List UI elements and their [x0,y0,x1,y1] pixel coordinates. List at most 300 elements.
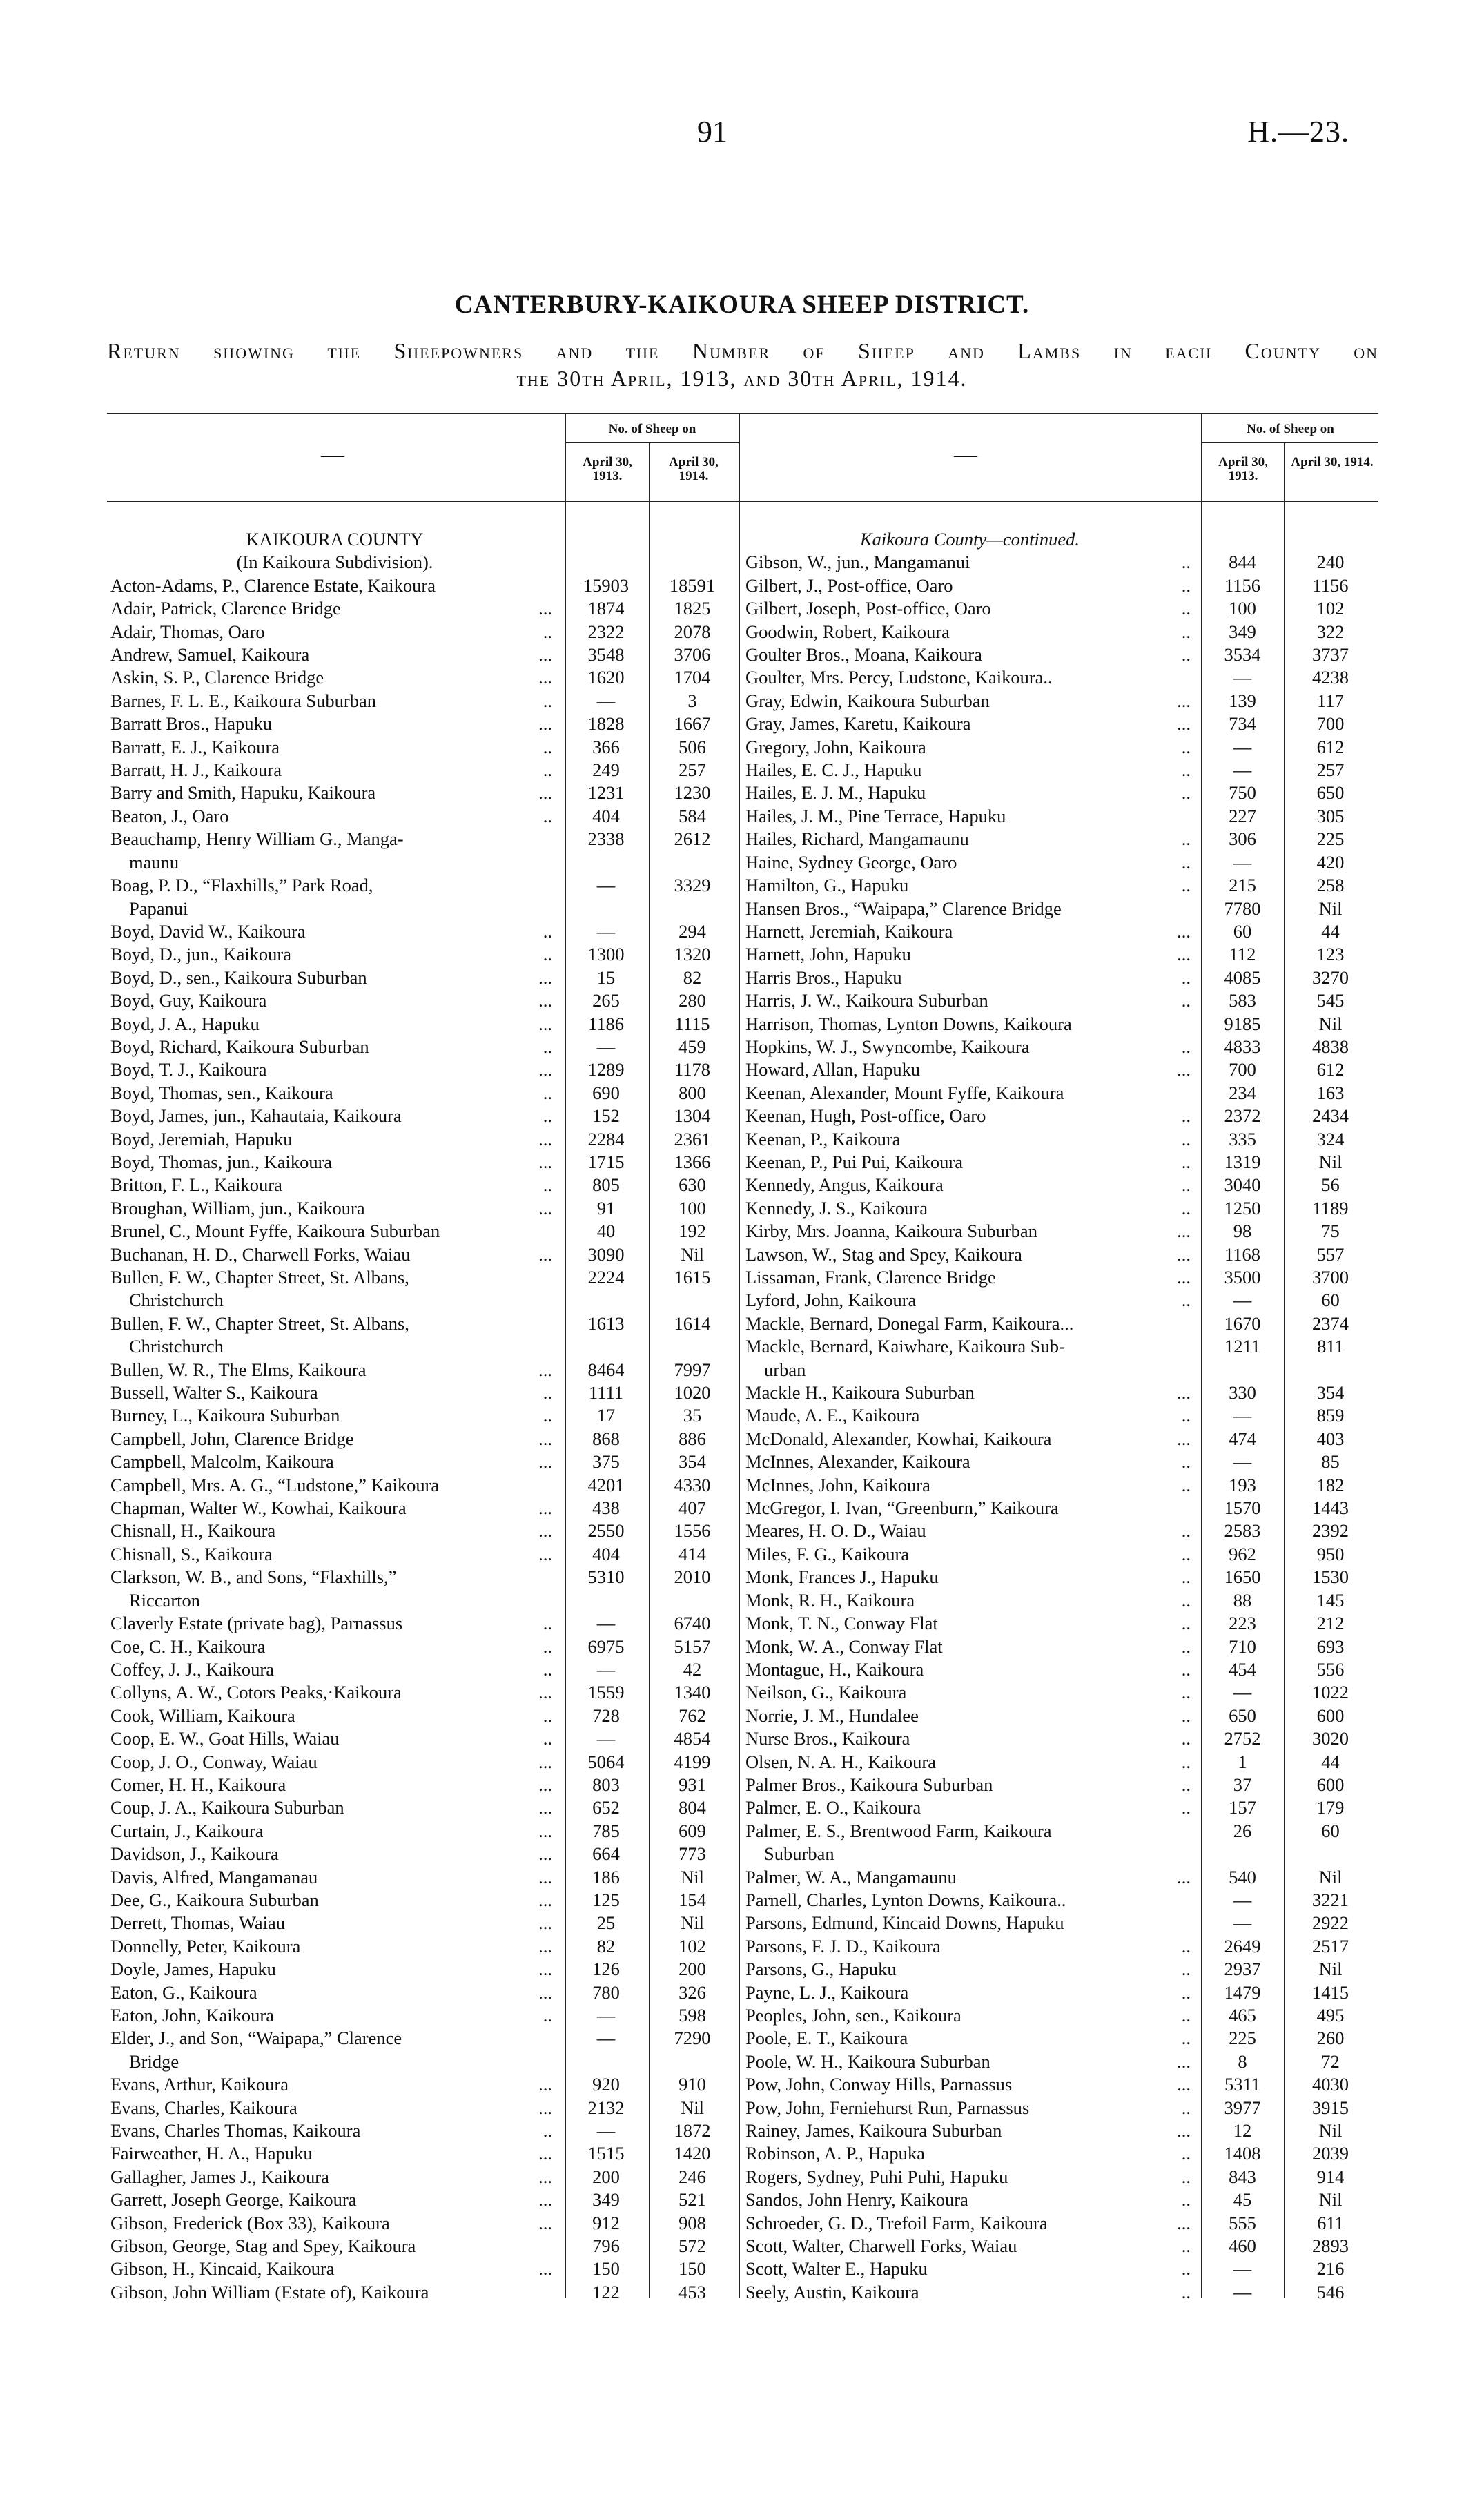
table-row [745,2166,1484,2188]
sheepowner-name: Doyle, James, Hapuku [110,1959,276,1980]
leader-dots: .. [1181,1174,1191,1196]
sheep-1914-cell: 600 [1316,1774,1345,1795]
sheepowner-name: Acton-Adams, P., Clarence Estate, Kaikoura [110,574,436,596]
sheep-1914-cell: 811 [1317,1336,1344,1357]
leader-dots: .. [1181,598,1191,619]
table-row [745,551,1484,574]
leader-dots: ... [538,1866,552,1887]
sheepowner-name-continued: Riccarton [129,1589,201,1611]
sheep-1914-cell: 2392 [1312,1520,1349,1542]
sheep-1913-cell: 785 [592,1820,620,1841]
sheep-1913-cell: 2752 [1224,1728,1261,1749]
sheep-1914-cell: 117 [1317,690,1344,711]
sheepowner-cell [745,1589,1191,1612]
sheepowner-name: Harris, J. W., Kaikoura Suburban [745,990,988,1011]
sheep-1914-cell: 506 [678,736,706,757]
sheep-1913-cell: — [596,2005,616,2026]
county-heading-continued: Kaikoura County—continued. [860,529,1080,550]
leader-dots: ... [538,1428,552,1449]
sheep-1914-cell: 1556 [674,1520,711,1542]
table-row [745,943,1484,966]
header-group-right: No. of Sheep on [1247,422,1334,436]
leader-dots: .. [1181,736,1191,757]
leader-dots: .. [1181,1543,1191,1564]
sheep-1913-cell: — [596,2028,616,2049]
sheep-1914-cell: 1443 [1312,1497,1349,1519]
header-col-1913-right: April 30, 1913. [1218,455,1268,483]
sheepowner-name: Keenan, P., Pui Pui, Kaikoura [745,1151,964,1172]
sheep-1913-cell: 2649 [1224,1935,1261,1957]
sheepowner-name: Broughan, William, jun., Kaikoura [110,1197,365,1219]
sheepowner-name: Schroeder, G. D., Trefoil Farm, Kaikoura [745,2212,1048,2233]
table-row [745,1335,1484,1381]
sheep-1914-cell: 200 [678,1959,706,1980]
sheepowner-cell [745,2166,1191,2188]
sheep-1913-cell: — [596,1036,616,1057]
sheep-1914-cell: 1420 [674,2143,711,2164]
sheepowner-cell [745,759,1191,781]
sheep-1913-cell: 2372 [1224,1105,1261,1127]
sheep-1914-cell: 3270 [1312,967,1349,988]
sheep-1914-cell: 557 [1316,1243,1345,1265]
leader-dots: ... [538,1797,552,1818]
sheepowner-cell [110,1681,552,1704]
sheep-1913-cell: 555 [1229,2212,1256,2233]
sheepowner-name: Poole, W. H., Kaikoura Suburban [745,2050,990,2072]
sheep-1914-cell: 354 [678,1451,706,1473]
sheepowner-cell [110,1843,552,1865]
table-row [745,1058,1484,1081]
sheepowner-name: Hailes, E. J. M., Hapuku [745,782,926,804]
sheep-1914-cell: 260 [1316,2028,1345,2049]
leader-dots: .. [1181,2097,1191,2118]
sheepowner-cell [745,1658,1191,1681]
table-row [745,1796,1484,1819]
sheepowner-name: McDonald, Alexander, Kowhai, Kaikoura [745,1428,1052,1449]
sheepowner-cell [745,1381,1191,1404]
sheepowner-cell [745,1912,1191,1934]
table-row [745,1013,1484,1036]
table-row [745,967,1484,989]
table-row [745,1105,1484,1127]
leader-dots: ... [1177,2212,1191,2233]
table-row [745,574,1484,597]
table-row [745,2281,1484,2304]
sheep-1913-cell: 349 [592,2189,620,2211]
leader-dots: ... [538,2212,552,2233]
sheep-1914-cell: 56 [1321,1174,1340,1196]
leader-dots: ... [538,2143,552,2164]
sheep-1913-cell: 2338 [587,828,625,850]
sheep-1913-cell: 25 [596,1912,616,1934]
leader-dots: ... [1177,1428,1191,1449]
sheep-1913-cell: 193 [1229,1474,1256,1495]
sheepowner-name-continued: Christchurch [129,1336,224,1357]
table-row [745,1681,1484,1704]
sheep-1914-cell: 5157 [674,1635,711,1657]
sheep-1914-cell: 192 [678,1221,706,1242]
sheepowner-cell [110,1566,552,1612]
sheepowner-name: Seely, Austin, Kaikoura [745,2281,919,2302]
sheep-1914-cell: 2039 [1312,2143,1349,2164]
leader-dots: ... [538,1889,552,1910]
sheepowner-cell [110,2235,552,2258]
leader-dots: .. [1181,1520,1191,1542]
sheep-1913-cell: — [596,1613,616,1634]
sheep-1914-cell: 859 [1316,1405,1345,1426]
sheep-1914-cell: 3706 [674,644,711,666]
sheep-1913-cell: 249 [592,759,620,781]
sheep-1914-cell: 280 [678,990,706,1011]
leader-dots: ... [538,2258,552,2280]
sheepowner-name: Chisnall, S., Kaikoura [110,1543,273,1564]
sheepowner-cell [745,1243,1191,1266]
sheep-1913-cell: 335 [1229,1128,1256,1149]
leader-dots: .. [1181,621,1191,642]
sheepowner-name: Monk, W. A., Conway Flat [745,1635,943,1657]
sheepowner-cell [745,2004,1191,2027]
sheep-1914-cell: Nil [1318,2189,1343,2211]
sheepowner-name: Palmer, E. O., Kaikoura [745,1797,921,1818]
sheep-1913-cell: 3040 [1224,1174,1261,1196]
sheepowner-name: Claverly Estate (private bag), Parnassus [110,1613,403,1634]
leader-dots: ... [538,1843,552,1865]
sheep-1914-cell: 145 [1316,1589,1345,1611]
sheepowner-cell [110,1058,552,1081]
sheep-1913-cell: 1570 [1224,1497,1261,1519]
sheepowner-cell [110,1381,552,1404]
sheep-1913-cell: 306 [1229,828,1256,850]
sheepowner-cell [745,1197,1191,1220]
sheep-1914-cell: 800 [678,1082,706,1103]
sheep-1913-cell: 3977 [1224,2097,1261,2118]
table-row [745,1128,1484,1151]
sheep-1914-cell: 931 [678,1774,706,1795]
sheepowner-name: Campbell, John, Clarence Bridge [110,1428,354,1449]
leader-dots: ... [538,1935,552,1957]
sheep-1914-cell: 4199 [674,1751,711,1772]
sheepowner-cell [110,1243,552,1266]
sheep-1914-cell: 60 [1321,1290,1340,1311]
leader-dots: ... [1177,944,1191,965]
sheep-1913-cell: 2284 [587,1128,625,1149]
sheepowner-cell [110,2004,552,2027]
sheepowner-name: Davis, Alfred, Mangamanau [110,1866,318,1887]
sheep-1914-cell: 216 [1316,2258,1345,2280]
sheep-1914-cell: 407 [678,1497,706,1519]
sheep-1913-cell: 583 [1229,990,1256,1011]
sheepowner-name: Britton, F. L., Kaikoura [110,1174,282,1196]
table-row [745,2119,1484,2142]
sheep-1913-cell: 1186 [587,1013,625,1034]
sheepowner-name: Harnett, John, Hapuku [745,944,911,965]
sheepowner-cell [745,1128,1191,1151]
sheep-1913-cell: — [596,690,616,711]
sheepowner-name: Mackle H., Kaikoura Suburban [745,1382,975,1404]
sheepowner-name: Cook, William, Kaikoura [110,1705,295,1726]
sheep-1914-cell: 609 [678,1820,706,1841]
sheepowner-name: Boyd, James, jun., Kahautaia, Kaikoura [110,1105,402,1127]
sheepowner-name: Boyd, D., jun., Kaikoura [110,944,292,965]
leader-dots: .. [1181,1658,1191,1680]
sheepowner-name: Howard, Allan, Hapuku [745,1059,921,1080]
sheepowner-name: Gilbert, Joseph, Post-office, Oaro [745,598,991,619]
sheep-1914-cell: 572 [678,2235,706,2257]
sheepowner-name: Barratt, H. J., Kaikoura [110,759,282,781]
sheepowner-name: Harnett, Jeremiah, Kaikoura [745,920,953,942]
sheepowner-cell [110,2188,552,2211]
sheepowner-name: Nurse Bros., Kaikoura [745,1728,910,1749]
sheep-1913-cell: — [1233,667,1252,688]
leader-dots: ... [538,667,552,688]
leader-dots: .. [1181,967,1191,988]
sheep-1914-cell: 35 [683,1405,702,1426]
leader-dots: ... [1177,1267,1191,1288]
sheepowner-cell [745,2119,1191,2142]
sheepowner-cell [110,1105,552,1127]
sheepowner-cell [110,1082,552,1105]
sheepowner-cell [110,712,552,735]
sheepowner-name: Evans, Arthur, Kaikoura [110,2074,289,2095]
sheepowner-name: Gibson, Frederick (Box 33), Kaikoura [110,2212,390,2233]
sheep-1914-cell: Nil [681,1912,704,1934]
sheepowner-cell [110,1635,552,1658]
sheepowner-name: Pow, John, Conway Hills, Parnassus [745,2074,1013,2095]
leader-dots: .. [1181,1981,1191,2003]
table-row [745,2004,1484,2027]
sheepowner-cell [110,1658,552,1681]
page-title: CANTERBURY-KAIKOURA SHEEP DISTRICT. [454,291,1030,319]
sheep-1913-cell: 17 [596,1405,616,1426]
sheepowner-name: Gilbert, J., Post-office, Oaro [745,574,953,596]
sheepowner-cell [745,943,1191,966]
sheep-1914-cell: 4238 [1312,667,1349,688]
sheepowner-name-continued: Suburban [764,1843,834,1865]
sheepowner-cell [745,1266,1191,1289]
sheep-1914-cell: 2078 [674,621,711,642]
sheepowner-name: Comer, H. H., Kaikoura [110,1774,286,1795]
sheep-1913-cell: — [1233,759,1252,781]
sheep-1914-cell: 2612 [674,828,711,850]
sheep-1914-cell: 246 [678,2166,706,2187]
sheep-1914-cell: 60 [1321,1820,1340,1841]
leader-dots: .. [543,1405,552,1426]
sheep-1913-cell: 404 [592,1543,620,1564]
leader-dots: ... [538,1059,552,1080]
sheep-1913-cell: 1211 [1224,1336,1261,1357]
sheepowner-cell [110,597,552,620]
sheep-1913-cell: 6975 [587,1635,625,1657]
leader-dots: .. [1181,2143,1191,2164]
sheep-1913-cell: 3548 [587,644,625,666]
sheep-1914-cell: 453 [678,2281,706,2302]
sheep-1914-cell: 612 [1316,1059,1345,1080]
sheepowner-cell [110,1428,552,1450]
sheepowner-cell [110,1312,552,1359]
sheep-1914-cell: 584 [678,805,706,826]
sheep-1914-cell: 762 [678,1705,706,1726]
sheep-1914-cell: 1872 [674,2120,711,2142]
table-row [745,2212,1484,2235]
sheepowner-cell [110,828,552,874]
table-row [745,1612,1484,1635]
sheep-1913-cell: 9185 [1224,1013,1261,1034]
leader-dots: ... [538,1243,552,1265]
sheep-1914-cell: 1020 [674,1382,711,1404]
sheep-1913-cell: 215 [1229,875,1256,896]
sheepowner-name: Clarkson, W. B., and Sons, “Flaxhills,” [110,1566,397,1588]
sheep-1913-cell: 5311 [1224,2074,1261,2095]
sheep-1913-cell: 100 [1229,598,1256,619]
sheepowner-cell [110,920,552,943]
sheepowner-cell [745,1566,1191,1589]
sheepowner-cell [745,2097,1191,2119]
table-row [745,1912,1484,1934]
sheep-1913-cell: 150 [592,2258,620,2280]
sheep-1913-cell: — [1233,1290,1252,1311]
sheep-1914-cell: 420 [1316,851,1345,873]
leader-dots: ... [538,1543,552,1564]
sheepowner-name: Hailes, Richard, Mangamaunu [745,828,969,850]
sheepowner-cell [745,1889,1191,1912]
sheepowner-cell [110,1751,552,1774]
sheep-1914-cell: 1415 [1312,1981,1349,2003]
sheepowner-name: Robinson, A. P., Hapuka [745,2143,925,2164]
sheep-1914-cell: 3221 [1312,1889,1349,1910]
sheepowner-name: Goulter Bros., Moana, Kaikoura [745,644,982,666]
sheep-1914-cell: 102 [678,1935,706,1957]
sheepowner-cell [110,2166,552,2188]
sheep-1913-cell: 3534 [1224,644,1261,666]
sheepowner-cell [745,1174,1191,1196]
sheepowner-name: Palmer Bros., Kaikoura Suburban [745,1774,993,1795]
sheep-1913-cell: 4833 [1224,1036,1261,1057]
sheep-1913-cell: 40 [596,1221,616,1242]
table-row [745,2258,1484,2280]
sheepowner-cell [745,643,1191,666]
sheep-1914-cell: 4854 [674,1728,711,1749]
sheep-1913-cell: 404 [592,805,620,826]
leader-dots: ... [538,1197,552,1219]
sheepowner-cell [745,2188,1191,2211]
leader-dots: ... [538,1751,552,1772]
sheep-1914-cell: 908 [678,2212,706,2233]
table-row [745,1036,1484,1058]
sheepowner-name: Harris Bros., Hapuku [745,967,902,988]
leader-dots: .. [1181,2258,1191,2280]
sheep-1913-cell: 15 [596,967,616,988]
sheep-1914-cell: 4838 [1312,1036,1349,1057]
sheep-1913-cell: 454 [1229,1658,1256,1680]
sheep-1913-cell: — [1233,736,1252,757]
sheep-1913-cell: 780 [592,1981,620,2003]
sheep-1914-cell: 403 [1316,1428,1345,1449]
sheep-1914-cell: 2010 [674,1566,711,1588]
leader-dots: ... [1177,1221,1191,1242]
sheepowner-cell [110,2119,552,2142]
leader-dots: ... [1177,1382,1191,1404]
sheep-1914-cell: 1320 [674,944,711,965]
leader-dots: .. [1181,990,1191,1011]
leader-dots: .. [543,621,552,642]
sheep-1914-cell: 324 [1316,1128,1345,1149]
table-top-rule [107,413,1378,414]
sheepowner-name: Barnes, F. L. E., Kaikoura Suburban [110,690,377,711]
sheepowner-name: Coffey, J. J., Kaikoura [110,1658,274,1680]
sheep-1914-cell: 7290 [674,2028,711,2049]
sheepowner-cell [745,1727,1191,1750]
sheepowner-cell [745,1220,1191,1243]
sheep-1914-cell: 85 [1321,1451,1340,1473]
sheepowner-name: Gallagher, James J., Kaikoura [110,2166,329,2187]
sheepowner-name: Mackle, Bernard, Donegal Farm, Kaikoura... [745,1312,1074,1334]
leader-dots: .. [1181,1451,1191,1473]
sheepowner-name: Boyd, Thomas, sen., Kaikoura [110,1082,333,1103]
leader-dots: ... [538,1682,552,1703]
sheep-1914-cell: 72 [1321,2050,1340,2072]
leader-dots: .. [1181,1151,1191,1172]
sheep-1913-cell: 200 [592,2166,620,2187]
leader-dots: .. [543,1082,552,1103]
leader-dots: .. [543,805,552,826]
sheep-1914-cell: 546 [1316,2281,1345,2302]
sheep-1914-cell: Nil [681,2097,704,2118]
sheepowner-name: Hailes, E. C. J., Hapuku [745,759,922,781]
leader-dots: ... [1177,2074,1191,2095]
header-dash-right: — [954,442,977,467]
leader-dots: .. [543,1658,552,1680]
sheepowner-name: Kennedy, J. S., Kaikoura [745,1197,928,1219]
sheep-1914-cell: 2922 [1312,1912,1349,1934]
leader-dots: .. [1181,1751,1191,1772]
sheep-1913-cell: 2322 [587,621,625,642]
sheep-1913-cell: 1156 [1224,574,1261,596]
header-dash-left: — [321,442,344,467]
leader-dots: .. [1181,782,1191,804]
sheepowner-cell [745,1428,1191,1450]
sheep-1913-cell: 223 [1229,1613,1256,1634]
table-row [745,643,1484,666]
sheep-1914-cell: 2434 [1312,1105,1349,1127]
sheep-1913-cell: 805 [592,1174,620,1196]
sheepowner-name: Gregory, John, Kaikoura [745,736,926,757]
sheepowner-name: Evans, Charles, Kaikoura [110,2097,297,2118]
sheep-1914-cell: 42 [683,1658,702,1680]
sheep-1914-cell: 102 [1316,598,1345,619]
county-subheading: (In Kaikoura Subdivision). [236,552,433,573]
sheepowner-name: Barratt Bros., Hapuku [110,713,273,735]
sheep-1913-cell: 2224 [587,1267,625,1288]
table-row [745,828,1484,851]
leader-dots: .. [1181,2281,1191,2302]
sheep-1913-cell: 1650 [1224,1566,1261,1588]
table-row [745,920,1484,943]
sheep-1914-cell: 3915 [1312,2097,1349,2118]
sheepowner-cell [110,1174,552,1196]
table-row [745,621,1484,643]
sheepowner-cell [110,690,552,712]
sheepowner-name: Parsons, F. J. D., Kaikoura [745,1935,941,1957]
sheepowner-name: Askin, S. P., Clarence Bridge [110,667,324,688]
leader-dots: ... [538,644,552,666]
sheepowner-cell [745,967,1191,989]
leader-dots: .. [1181,1797,1191,1818]
sheepowner-name: McInnes, Alexander, Kaikoura [745,1451,970,1473]
sheep-1914-cell: 3329 [674,875,711,896]
table-row [745,1751,1484,1774]
sheepowner-name: Chapman, Walter W., Kowhai, Kaikoura [110,1497,407,1519]
sheep-1914-cell: 2361 [674,1128,711,1149]
